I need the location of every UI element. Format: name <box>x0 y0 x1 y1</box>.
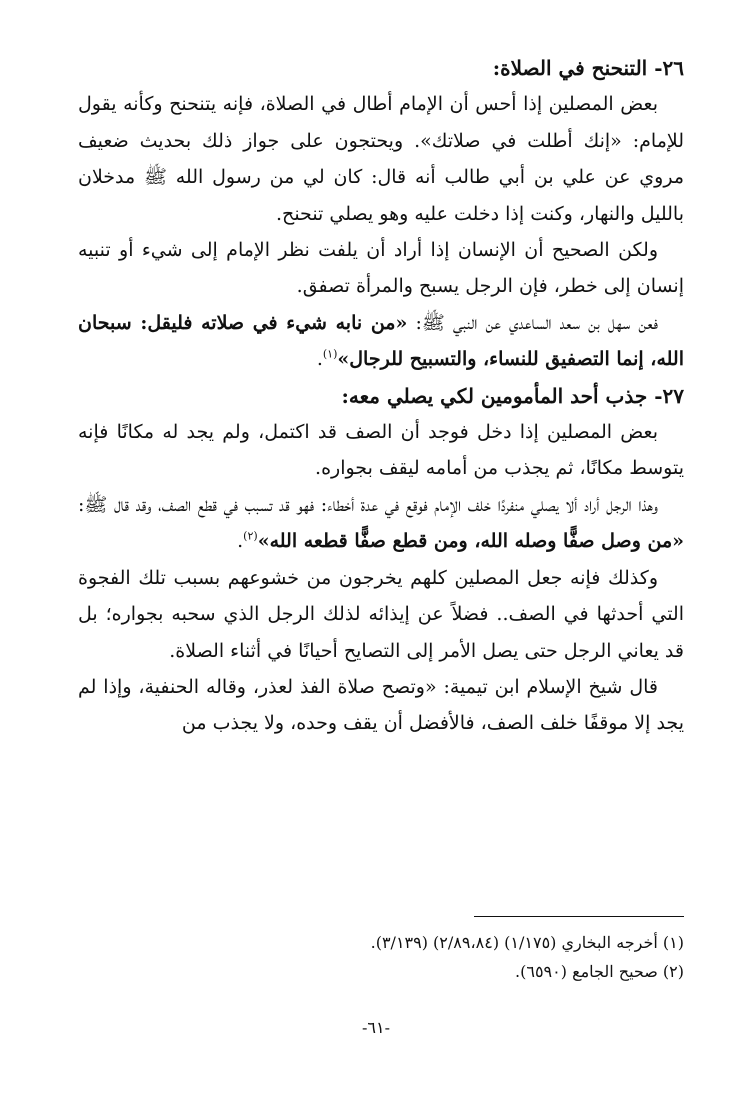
footnotes <box>78 928 684 986</box>
hadith-intro: وهذا الرجل أراد ألا يصلي منفردًا خلف الإمام فوقع في عدة أخطاء: فهو قد تسبب في قطع الصف، وقد قال ﷺ: <box>78 493 658 516</box>
hadith-intro: فعن سهل بن سعد الساعدي عن النبي ﷺ: <box>407 311 658 334</box>
body-text <box>78 50 684 742</box>
footnote-divider <box>474 916 684 917</box>
punctuation: . <box>316 348 323 371</box>
paragraph: وكذلك فإنه جعل المصلين كلهم يخرجون من خشوعهم بسبب تلك الفجوة التي أحدثها في الصف.. فضلاً عن إيذائه لذلك الرجل الذي سحبه بجواره؛ بل قد يعاني الرجل حتى يصل الأمر إلى التصايح أحيانًا في أثناء الصلاة. <box>78 566 684 662</box>
paragraph: قال شيخ الإسلام ابن تيمية: «وتصح صلاة الفذ لعذر، وقاله الحنفية، وإذا لم يجد إلا موقفًا خلف الصف، فالأفضل أن يقف وحده، ولا يجذب من <box>78 675 684 735</box>
paragraph: ولكن الصحيح أن الإنسان إذا أراد أن يلفت نظر الإمام إلى شيء أو تنبيه إنسان إلى خطر، فإن الرجل يسبح والمرأة تصفق. <box>78 239 684 298</box>
section-heading-27: ٢٧- جذب أحد المأمومين لكي يصلي معه: <box>341 383 684 408</box>
hadith-quote: «من وصل صفًّا وصله الله، ومن قطع صفًّا قطعه الله» <box>257 530 684 553</box>
footnote-ref: (١) <box>322 347 338 361</box>
hadith-paragraph <box>78 305 684 378</box>
section-heading-26: ٢٦- التنحنح في الصلاة: <box>492 56 684 80</box>
paragraph: بعض المصلين إذا دخل فوجد أن الصف قد اكتمل، ولم يجد له مكانًا فإنه يتوسط مكانًا، ثم يجذب من أمامه ليقف بجواره. <box>78 421 684 480</box>
paragraph: بعض المصلين إذا أحس أن الإمام أطال في الصلاة، فإنه يتنحنح وكأنه يقول للإمام: «إنك أطلت في صلاتك». ويحتجون على جواز ذلك بحديث ضعيف مروي عن علي بن أبي طالب أنه قال: كان لي من رسول الله ﷺ مدخلان بالليل والنهار، وكنت إذا دخلت عليه وهو يصلي تنحنح. <box>78 93 684 225</box>
hadith-quote: «من نابه شيء في صلاته فليقل: سبحان الله، إنما التصفيق للنساء، والتسبيح للرجال» <box>78 311 684 371</box>
punctuation: . <box>237 530 244 553</box>
footnote-ref: (٢) <box>243 529 258 543</box>
page-number: -٦١- <box>362 1018 390 1037</box>
footnote-1: (١) أخرجه البخاري (١/١٧٥) (٢/٨٩،٨٤) (٣/١٣٩). <box>370 933 684 952</box>
hadith-paragraph <box>78 487 684 560</box>
footnote-2: (٢) صحيح الجامع (٦٥٩٠). <box>515 962 684 981</box>
